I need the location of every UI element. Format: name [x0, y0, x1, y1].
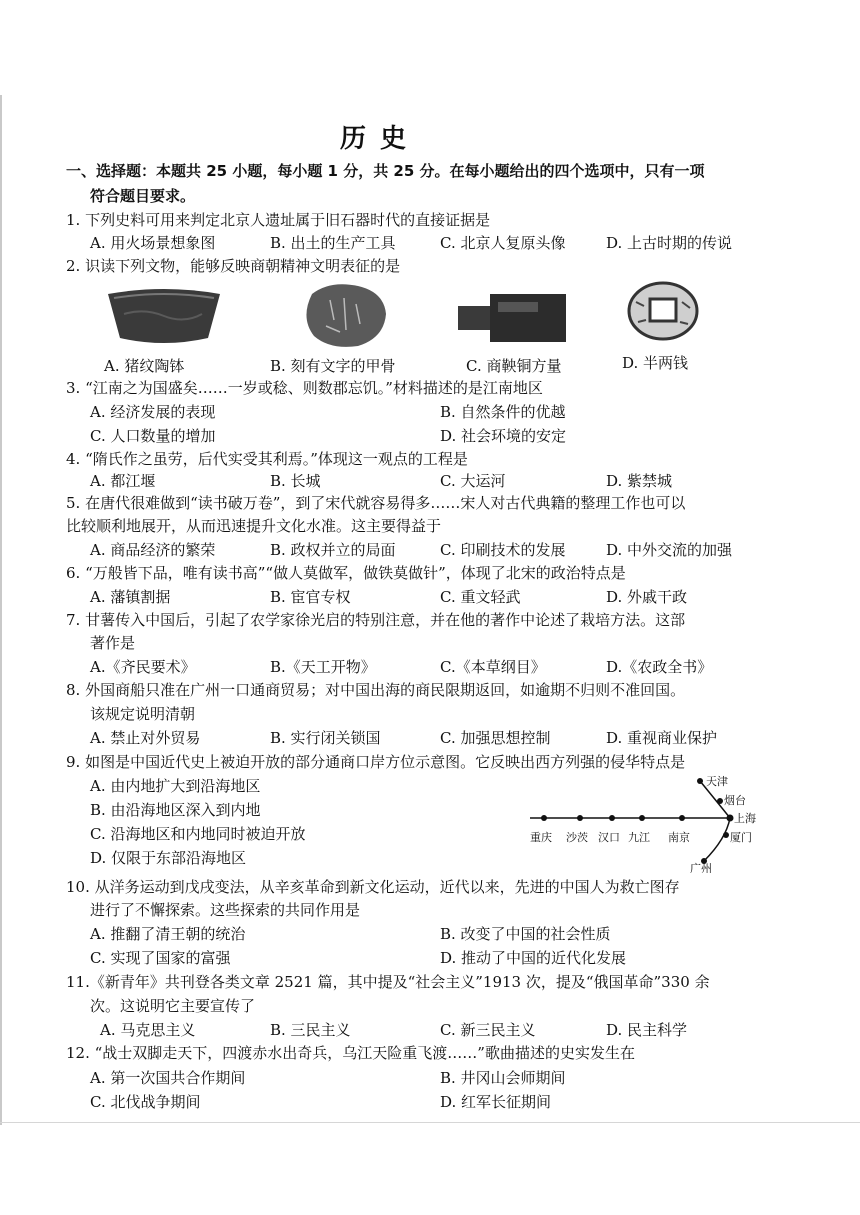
map-label-xiamen: 厦门 [730, 831, 752, 844]
section-heading-line1: 一、选择题：本题共 25 小题，每小题 1 分，共 25 分。在每小题给出的四个选项中，只有一项 [66, 162, 705, 180]
map-label-chongqing: 重庆 [530, 831, 552, 844]
q8-stem-line1: 8. 外国商船只准在广州一口通商贸易；对中国出海的商民限期返回，如逾期不归则不准回国。 [66, 681, 686, 699]
map-label-shanghai: 上海 [734, 812, 756, 825]
q7-option-b: B.《天工开物》 [270, 658, 376, 676]
page-title: 历史 [339, 124, 420, 154]
map-dot-tianjin [697, 778, 703, 784]
q11-stem-line2: 次。这说明它主要宣传了 [90, 997, 256, 1015]
q8-option-b: B. 实行闭关锁国 [270, 729, 381, 747]
q10-option-b: B. 改变了中国的社会性质 [440, 925, 611, 943]
map-dot-nanjing [679, 815, 685, 821]
q5-option-c: C. 印刷技术的发展 [440, 541, 566, 559]
scan-edge-bottom [0, 1122, 860, 1123]
q10-option-c: C. 实现了国家的富强 [90, 949, 231, 967]
map-label-guangzhou: 广州 [690, 862, 712, 873]
q9-option-c: C. 沿海地区和内地同时被迫开放 [90, 825, 306, 843]
q4-option-a: A. 都江堰 [90, 472, 156, 490]
q12-option-b: B. 井冈山会师期间 [440, 1069, 566, 1087]
q1-option-d: D. 上古时期的传说 [606, 234, 733, 252]
q10-option-d: D. 推动了中国的近代化发展 [440, 949, 627, 967]
q11-option-a: A. 马克思主义 [100, 1021, 196, 1039]
q2-option-d: D. 半两钱 [622, 354, 689, 372]
q12-option-c: C. 北伐战争期间 [90, 1093, 201, 1111]
q6-option-a: A. 藩镇割据 [90, 588, 171, 606]
map-label-nanjing: 南京 [668, 831, 690, 844]
map-dot-xiamen [723, 832, 729, 838]
q7-stem-line1: 7. 甘薯传入中国后，引起了农学家徐光启的特别注意，并在他的著作中论述了栽培方法。这部 [66, 611, 686, 629]
q6-stem: 6. “万般皆下品，唯有读书高”“做人莫做军，做铁莫做针”，体现了北宋的政治特点是 [66, 564, 626, 582]
q10-option-a: A. 推翻了清王朝的统治 [90, 925, 246, 943]
section-heading-line2: 符合题目要求。 [90, 187, 196, 205]
map-dot-yantai [717, 798, 723, 804]
q5-option-a: A. 商品经济的繁荣 [90, 541, 216, 559]
q4-option-b: B. 长城 [270, 472, 321, 490]
map-label-tianjin: 天津 [706, 775, 728, 788]
pottery-bowl-image [104, 286, 224, 348]
q11-option-b: B. 三民主义 [270, 1021, 351, 1039]
q2-option-a: A. 猪纹陶钵 [104, 357, 185, 375]
q3-option-a: A. 经济发展的表现 [90, 403, 216, 421]
q3-option-b: B. 自然条件的优越 [440, 403, 566, 421]
q11-option-d: D. 民主科学 [606, 1021, 688, 1039]
q5-option-d: D. 中外交流的加强 [606, 541, 733, 559]
map-dot-hankou [609, 815, 615, 821]
map-dot-jiujiang [639, 815, 645, 821]
q2-option-c: C. 商鞅铜方量 [466, 357, 562, 375]
oracle-bone-image [300, 280, 390, 352]
q5-stem-line2: 比较顺利地展开，从而迅速提升文化水准。这主要得益于 [66, 517, 442, 535]
q8-stem-line2: 该规定说明清朝 [90, 705, 196, 723]
map-label-hankou: 汉口 [598, 831, 620, 844]
banliang-coin-image [626, 280, 700, 342]
q9-stem: 9. 如图是中国近代史上被迫开放的部分通商口岸方位示意图。它反映出西方列强的侵华特点是 [66, 753, 686, 771]
q7-stem-line2: 著作是 [90, 634, 136, 652]
q9-option-d: D. 仅限于东部沿海地区 [90, 849, 247, 867]
q11-stem-line1: 11.《新青年》共刊登各类文章 2521 篇，其中提及“社会主义”1913 次，提及“俄国革命”330 余 [66, 973, 710, 991]
q1-stem: 1. 下列史料可用来判定北京人遗址属于旧石器时代的直接证据是 [66, 211, 491, 229]
q8-option-c: C. 加强思想控制 [440, 729, 551, 747]
q3-option-d: D. 社会环境的安定 [440, 427, 567, 445]
q12-stem: 12. “战士双脚走天下，四渡赤水出奇兵，乌江天险重飞渡……”歌曲描述的史实发生在 [66, 1044, 635, 1062]
q1-option-a: A. 用火场景想象图 [90, 234, 216, 252]
q6-option-d: D. 外戚干政 [606, 588, 688, 606]
q5-stem-line1: 5. 在唐代很难做到“读书破万卷”，到了宋代就容易得多……宋人对古代典籍的整理工作也可以 [66, 494, 686, 512]
map-label-jiujiang: 九江 [628, 831, 650, 844]
map-dot-shashi [577, 815, 583, 821]
q12-option-d: D. 红军长征期间 [440, 1093, 552, 1111]
q12-option-a: A. 第一次国共合作期间 [90, 1069, 246, 1087]
map-dot-chongqing [541, 815, 547, 821]
q7-option-d: D.《农政全书》 [606, 658, 713, 676]
q3-stem: 3. “江南之为国盛矣……一岁或稔、则数郡忘饥。”材料描述的是江南地区 [66, 379, 543, 397]
q4-option-d: D. 紫禁城 [606, 472, 673, 490]
q3-option-c: C. 人口数量的增加 [90, 427, 216, 445]
q8-option-d: D. 重视商业保护 [606, 729, 718, 747]
q2-stem: 2. 识读下列文物，能够反映商朝精神文明表征的是 [66, 257, 401, 275]
q9-option-a: A. 由内地扩大到沿海地区 [90, 777, 261, 795]
q6-option-b: B. 宦官专权 [270, 588, 351, 606]
q8-option-a: A. 禁止对外贸易 [90, 729, 201, 747]
q10-stem-line2: 进行了不懈探索。这些探索的共同作用是 [90, 901, 361, 919]
q5-option-b: B. 政权并立的局面 [270, 541, 396, 559]
q7-option-a: A.《齐民要术》 [90, 658, 196, 676]
q1-option-b: B. 出土的生产工具 [270, 234, 396, 252]
q9-option-b: B. 由沿海地区深入到内地 [90, 801, 261, 819]
map-dot-shanghai [727, 815, 734, 822]
q11-option-c: C. 新三民主义 [440, 1021, 536, 1039]
q1-option-c: C. 北京人复原头像 [440, 234, 566, 252]
map-label-yantai: 烟台 [724, 794, 746, 807]
q6-option-c: C. 重文轻武 [440, 588, 521, 606]
bronze-measure-image [456, 290, 568, 346]
scan-edge-left [0, 95, 2, 1125]
q10-stem-line1: 10. 从洋务运动到戊戌变法，从辛亥革命到新文化运动，近代以来，先进的中国人为救亡图存 [66, 878, 680, 896]
treaty-port-map [524, 773, 760, 873]
q2-option-b: B. 刻有文字的甲骨 [270, 357, 396, 375]
q4-stem: 4. “隋氏作之虽劳，后代实受其利焉。”体现这一观点的工程是 [66, 450, 468, 468]
map-label-shashi: 沙茨 [566, 831, 588, 844]
q4-option-c: C. 大运河 [440, 472, 506, 490]
q7-option-c: C.《本草纲目》 [440, 658, 546, 676]
